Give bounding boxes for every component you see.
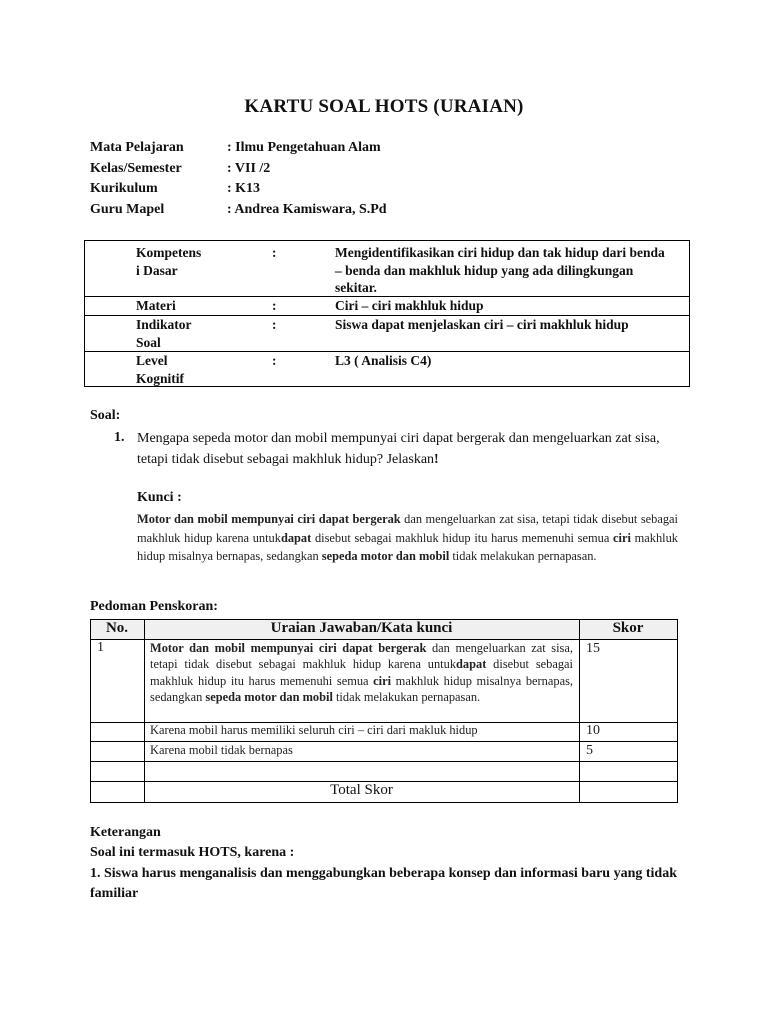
row-answer-span: disebut sebagai makhluk hidup itu harus memenuhi semua (150, 657, 573, 688)
competency-label: Kompetens i Dasar (136, 245, 202, 278)
competency-value: Mengidentifikasikan ciri hidup dan tak hidup dari benda – benda dan makhluk hidup yang ada dilingkungan sekitar. (335, 245, 665, 295)
row-answer-span: dan mengeluarkan zat sisa, tetapi tidak disebut sebagai makhluk hidup karena untuk (150, 641, 573, 672)
answer-key-bold: dapat (280, 530, 312, 545)
table-divider (90, 619, 91, 803)
info-label: Guru Mapel (90, 202, 165, 217)
competency-sep: : (272, 298, 277, 313)
answer-key-span: dan mengeluarkan zat sisa, tetapi tidak disebut sebagai makhluk hidup karena untuk (137, 512, 678, 545)
scoring-guide-label: Pedoman Penskoran: (90, 599, 218, 614)
table-divider (677, 619, 678, 803)
notes-line: 1. Siswa harus menganalisis dan menggabungkan beberapa konsep dan informasi baru yang tidak familiar (90, 866, 677, 901)
answer-key-bold: sepeda motor dan mobil (321, 549, 450, 563)
answer-key-span: disebut sebagai makhluk hidup itu harus memenuhi semua (311, 530, 614, 545)
info-value: : VII /2 (227, 161, 271, 176)
notes-line: Soal ini termasuk HOTS, karena : (90, 845, 295, 860)
competency-value: Ciri – ciri makhluk hidup (335, 298, 484, 313)
table-divider (90, 761, 678, 762)
info-label: Kelas/Semester (90, 161, 182, 176)
answer-key-span: makhluk hidup misalnya bernapas, sedangkan (137, 530, 678, 563)
table-divider (579, 619, 580, 803)
row-answer: Karena mobil tidak bernapas (150, 743, 293, 757)
info-label: Mata Pelajaran (90, 140, 184, 155)
row-answer-span: tidak melakukan pernapasan. (332, 689, 481, 704)
header-answer: Uraian Jawaban/Kata kunci (270, 620, 453, 636)
competency-sep: : (272, 353, 277, 368)
notes-title: Keterangan (90, 825, 161, 840)
total-score-label: Total Skor (330, 782, 393, 798)
header-no: No. (105, 620, 129, 636)
competency-value: L3 ( Analisis C4) (335, 353, 432, 368)
row-answer: Karena mobil harus memiliki seluruh ciri – ciri dari makluk hidup (150, 723, 478, 737)
info-value: : Ilmu Pengetahuan Alam (227, 140, 381, 155)
question-text (137, 428, 687, 470)
row-score: 5 (586, 743, 593, 758)
answer-key-label: Kunci : (137, 490, 182, 505)
row-answer-bold: Motor dan mobil mempunyai ciri dapat bergerak (150, 641, 427, 655)
question-text-body: Mengapa sepeda motor dan mobil mempunyai ciri dapat bergerak dan mengeluarkan zat sisa, tetapi tidak disebut sebagai makhluk hidup? Jelaskan (137, 431, 660, 467)
competency-table (84, 240, 690, 387)
row-answer-bold: dapat (456, 657, 487, 672)
question-number: 1. (114, 430, 125, 445)
question-label: Soal: (90, 408, 121, 423)
competency-sep: : (272, 245, 277, 260)
scoring-table (90, 619, 678, 803)
competency-label: Materi (136, 298, 176, 313)
table-divider (144, 619, 145, 803)
answer-key-span: tidak melakukan pernapasan. (449, 549, 597, 563)
answer-key-bold: Motor dan mobil mempunyai ciri dapat bergerak (137, 512, 401, 526)
info-value: : K13 (227, 181, 261, 196)
row-answer-bold: sepeda motor dan mobil (205, 689, 333, 704)
header-score: Skor (612, 620, 644, 636)
row-answer (150, 640, 573, 705)
row-score: 15 (586, 641, 600, 656)
row-score: 10 (586, 723, 600, 738)
info-value: : Andrea Kamiswara, S.Pd (227, 202, 387, 217)
row-answer-span: makhluk hidup misalnya bernapas, sedangkan (150, 673, 573, 704)
answer-key-bold: ciri (613, 530, 631, 545)
page-title: KARTU SOAL HOTS (URAIAN) (244, 96, 524, 117)
competency-label: Level Kognitif (136, 353, 185, 386)
answer-key-text (137, 510, 678, 566)
competency-sep: : (272, 317, 277, 332)
competency-label: Indikator Soal (136, 317, 192, 350)
row-answer-bold: ciri (373, 673, 392, 688)
row-number: 1 (97, 640, 104, 655)
info-label: Kurikulum (90, 181, 158, 196)
table-divider (90, 802, 678, 803)
question-text-end: ! (434, 452, 439, 467)
competency-value: Siswa dapat menjelaskan ciri – ciri makhluk hidup (335, 317, 629, 332)
